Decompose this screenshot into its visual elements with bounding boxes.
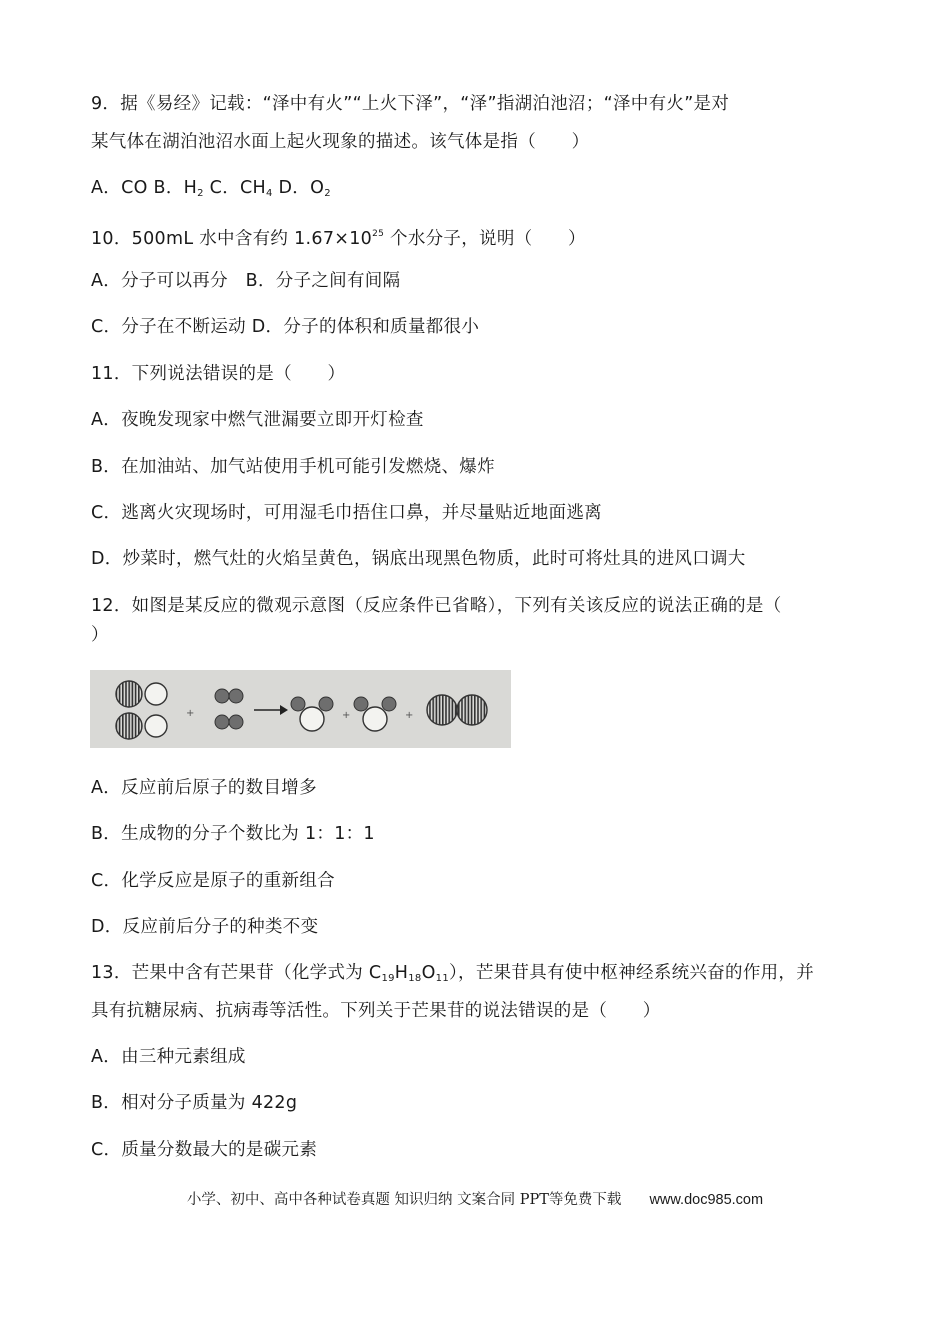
footer-text: 小学、初中、高中各种试卷真题 知识归纳 文案合同 PPT等免费下载 [186,1192,622,1208]
q12-option-a: A．反应前后原子的数目增多 [91,778,317,798]
q11-option-b: B．在加油站、加气站使用手机可能引发燃烧、爆炸 [91,457,495,477]
q12-option-d: D．反应前后分子的种类不变 [91,917,319,937]
q9-option-d: D．$O_2$ [278,178,331,199]
q9-stem-line2: 某气体在湖泊池沼水面上起火现象的描述。该气体是指（ ） [91,132,590,152]
q9-option-c: C．$CH_4$ [209,178,273,199]
svg-text:+: + [405,710,414,721]
q12-stem-line1: 12．如图是某反应的微观示意图（反应条件已省略），下列有关该反应的说法正确的是（ [91,596,782,616]
q9-option-a: A．CO [91,178,148,198]
q11-option-c: C．逃离火灾现场时，可用湿毛巾捂住口鼻，并尽量贴近地面逃离 [91,503,602,523]
q13-stem-line1: 13．芒果中含有芒果苷（化学式为 $C_{19}H_{18}O_{11}$），芒果苷具有使中枢神经系统兴奋的作用，并 [91,963,815,984]
q9-option-b: B．$H_2$ [153,178,204,199]
q11-option-a: A．夜晚发现家中燃气泄漏要立即开灯检查 [91,410,424,430]
q13-stem-line2: 具有抗糖尿病、抗病毒等活性。下列关于芒果苷的说法错误的是（ ） [91,1001,661,1021]
q11-option-d: D．炒菜时，燃气灶的火焰呈黄色，锅底出现黑色物质，此时可将灶具的进风口调大 [91,549,746,569]
q10-stem: 10．500mL 水中含有约 $1.67\times 10^{25}$ 个水分子，说明（ ） [91,229,586,249]
q9-stem-line1: 9．据《易经》记载：“泽中有火”“上火下泽”，“泽”指湖泊池沼；“泽中有火”是对 [91,94,730,114]
q11-stem: 11．下列说法错误的是（ ） [91,364,346,384]
q12-stem-line2: ） [91,625,109,645]
q10-options-ab: A．分子可以再分 B．分子之间有间隔 [91,271,401,291]
q12-option-c: C．化学反应是原子的重新组合 [91,871,335,891]
q13-option-b: B．相对分子质量为 422g [91,1093,298,1113]
q9-options [91,176,331,206]
q13-option-c: C．质量分数最大的是碳元素 [91,1140,318,1160]
svg-text:+: + [186,708,195,719]
svg-text:+: + [342,710,351,721]
footer-site-link[interactable]: www.doc985.com [649,1192,764,1208]
q12-option-b: B．生成物的分子个数比为 1：1：1 [91,824,375,844]
q13-option-a: A．由三种元素组成 [91,1047,246,1067]
page-footer [0,1188,950,1209]
q10-options-cd: C．分子在不断运动 D．分子的体积和质量都很小 [91,317,480,337]
reaction-micro-diagram [90,670,511,748]
